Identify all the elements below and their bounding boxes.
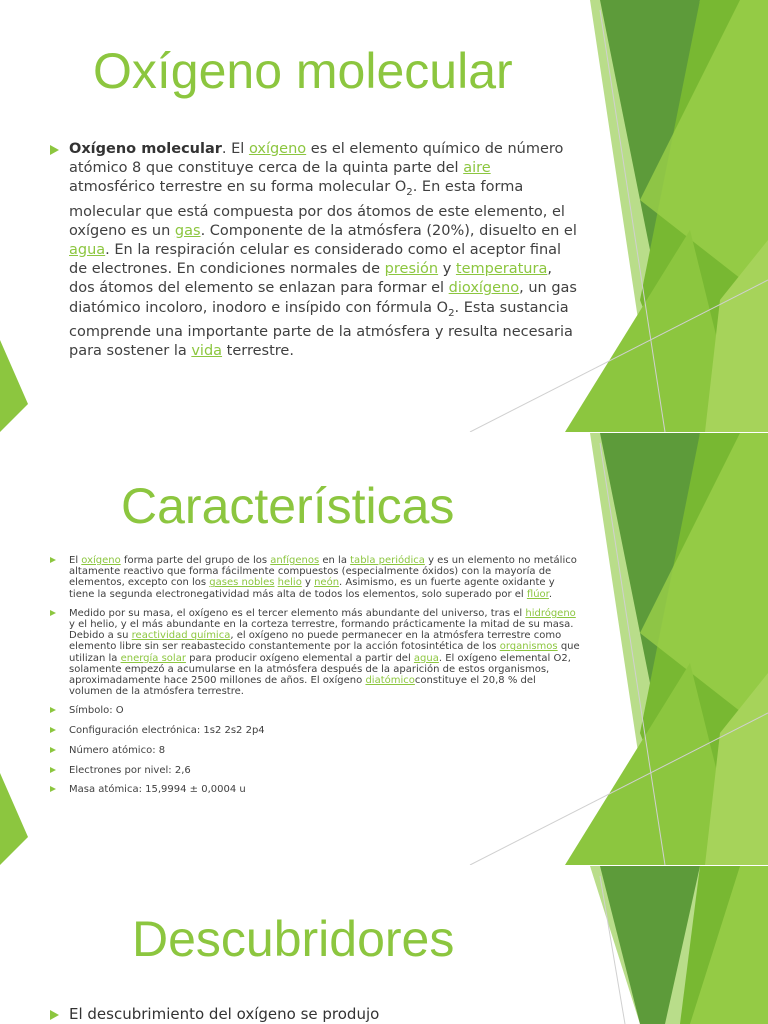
list-item: Electrones por nivel: 2,6 <box>50 765 580 785</box>
slide-2-title: Características <box>121 478 455 534</box>
link-anfigenos[interactable]: anfígenos <box>270 555 320 566</box>
list-item: El oxígeno forma parte del grupo de los anfígenos en la tabla periódica y es un elemento no metálico altamente reactivo que forma fácilmente compuestos (especialmente óxidos) con la mayoría de elementos, excepto con los gases nobles helio y neón. Asimismo, es un fuerte agente oxidante y tiene la segunda electronegatividad más alta de todos los elementos, solo superado por el flúor. <box>50 555 580 600</box>
link-gas[interactable]: gas <box>174 222 201 239</box>
link-gases-nobles[interactable]: gases nobles <box>209 577 275 589</box>
bold-term: Oxígeno molecular <box>69 141 222 157</box>
list-item: Oxígeno molecular. El oxígeno es el elemento químico de número atómico 8 que constituye cerca de la quinta parte del aire atmosférico terrestre en su forma molecular $O_2$. En esta forma molecular que está compuesta por dos átomos de este elemento, el oxígeno es un gas. Componente de la atmósfera (20%), disuelto en el agua. En la respiración celular es considerado como el aceptor final de electrones. En condiciones normales de presión y temperatura, dos átomos del elemento se enlazan para formar el dioxígeno, un gas diatómico incoloro, inodoro e insípido con fórmula $O_2$. Esta sustancia comprende una importante parte de la atmósfera y resulta necesaria para sostener la vida terrestre. <box>50 140 580 361</box>
slide-1 <box>0 0 768 432</box>
bullet-arrow-icon <box>50 1010 59 1020</box>
slide-3-bullets <box>50 1005 580 1024</box>
link-tabla-periodica[interactable]: tabla periódica <box>350 555 425 566</box>
link-oxigeno[interactable]: oxígeno <box>248 141 307 157</box>
link-neon[interactable]: neón <box>314 577 340 589</box>
link-dioxigeno[interactable]: dioxígeno <box>448 280 520 297</box>
list-item: Configuración electrónica: 1s2 2s2 2p4 <box>50 725 580 745</box>
bullet-arrow-icon <box>50 557 56 563</box>
slide-1-title: Oxígeno molecular <box>93 43 513 99</box>
bullet-arrow-icon <box>50 747 56 753</box>
bullet-arrow-icon <box>50 786 56 792</box>
link-energia-solar[interactable]: energía solar <box>120 652 186 664</box>
bullet-arrow-icon <box>50 610 56 616</box>
link-presion[interactable]: presión <box>384 261 439 278</box>
bullet-arrow-icon <box>50 727 56 733</box>
list-item: El descubrimiento del oxígeno se produjo <box>50 1005 580 1024</box>
link-agua[interactable]: agua <box>413 652 439 664</box>
slide-2-bullets <box>50 555 580 804</box>
slide-3-title: Descubridores <box>132 911 455 967</box>
link-helio[interactable]: helio <box>277 577 302 589</box>
link-vida[interactable]: vida <box>191 342 223 359</box>
list-item: Masa atómica: 15,9994 ± 0,0004 u <box>50 784 580 804</box>
slide-2 <box>0 433 768 865</box>
list-item: Número atómico: 8 <box>50 745 580 765</box>
link-reactividad-quimica[interactable]: reactividad química <box>131 630 231 642</box>
link-diatomico[interactable]: diatómico <box>365 675 415 687</box>
list-item: Símbolo: O <box>50 705 580 725</box>
link-temperatura[interactable]: temperatura <box>455 261 548 278</box>
bullet-arrow-icon <box>50 707 56 713</box>
link-oxigeno[interactable]: oxígeno <box>81 555 121 566</box>
link-fluor[interactable]: flúor <box>526 588 549 600</box>
link-organismos[interactable]: organismos <box>499 641 558 653</box>
slide-1-bullets <box>50 140 580 361</box>
bullet-arrow-icon <box>50 145 59 155</box>
list-item: Medido por su masa, el oxígeno es el tercer elemento más abundante del universo, tras el hidrógeno y el helio, y el más abundante en la corteza terrestre, formando prácticamente la mitad de su masa. Debido a su reactividad química, el oxígeno no puede permanecer en la atmósfera terrestre como elemento libre sin ser reabastecido constantemente por la acción fotosintética de los organismos que utilizan la energía solar para producir oxígeno elemental a partir del agua. El oxígeno elemental O2, solamente empezó a acumularse en la atmósfera después de la aparición de estos organismos, aproximadamente hace 2500 millones de años. El oxígeno diatómicoconstituye el 20,8 % del volumen de la atmósfera terrestre. <box>50 608 580 698</box>
link-agua[interactable]: agua <box>69 241 106 258</box>
link-aire[interactable]: aire <box>463 160 491 177</box>
link-hidrogeno[interactable]: hidrógeno <box>525 607 576 619</box>
slide-3 <box>0 866 768 1024</box>
bullet-arrow-icon <box>50 767 56 773</box>
